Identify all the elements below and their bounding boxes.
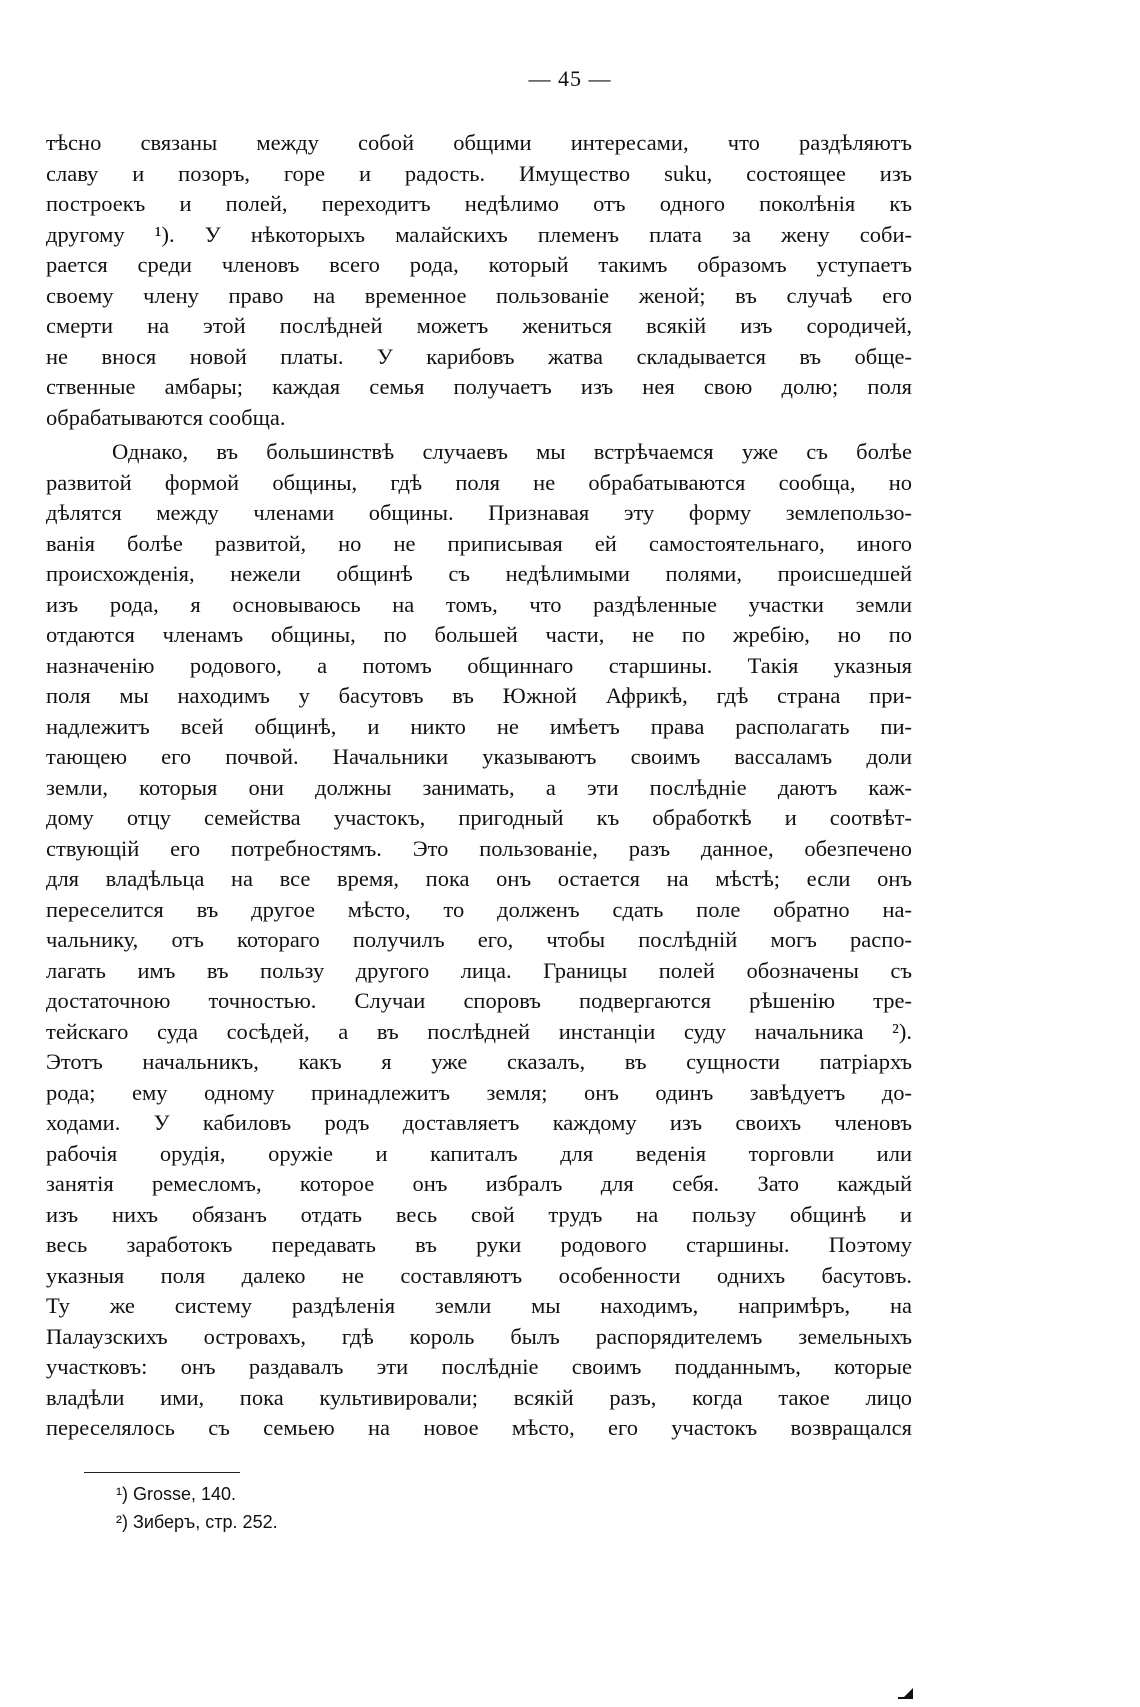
text-line: происхожденія, нежели общинѣ съ недѣлимыми полями, происшедшей [46,561,912,586]
text-line: достаточною точностью. Случаи споровъ подвергаются рѣшенію тре- [46,988,912,1013]
text-line: земли, которыя они должны занимать, а эти послѣдніе даютъ каж- [46,774,912,800]
text-line: рода; ему одному принадлежитъ земля; онъ одинъ завѣдуетъ до- [46,1079,912,1105]
text-line: для владѣльца на все время, пока онъ остается на мѣстѣ; если онъ [46,866,912,891]
text-line: участковъ: онъ раздавалъ эти послѣдніе своимъ подданнымъ, которые [46,1354,912,1379]
paragraph-1 [46,128,912,433]
text-line: дѣлятся между членами общины. Признавая эту форму землепользо- [46,500,912,525]
footnote-2: ²) Зиберъ, стр. 252. [116,1512,278,1532]
text-line: Ту же систему раздѣленія земли мы находимъ, напримѣръ, на [46,1293,912,1318]
text-line: тающею его почвой. Начальники указываютъ своимъ вассаламъ доли [46,744,912,769]
page-number: — 45 — [528,66,612,91]
text-line: изъ рода, я основываюсь на томъ, что раздѣленные участки земли [46,591,912,617]
text-line: развитой формой общины, гдѣ поля не обрабатываются сообща, но [46,469,912,495]
text-line: ванія болѣе развитой, но не приписывая ей самостоятельнаго, иного [46,530,912,556]
text-line: смерти на этой послѣдней можетъ жениться всякій изъ сородичей, [46,313,912,338]
text-line: изъ нихъ обязанъ отдать весь свой трудъ на пользу общинѣ и [46,1201,912,1227]
text-line: чальнику, отъ котораго получилъ его, чтобы послѣдній могъ распо- [46,927,912,952]
footnote-1: ¹) Grosse, 140. [116,1484,237,1504]
paragraph-2 [46,437,912,1444]
text-line: рабочія орудія, оружіе и капиталъ для веденія торговли или [46,1140,912,1166]
text-line: лагать имъ въ пользу другого лица. Границы полей обозначены съ [46,957,912,983]
text-line: весь заработокъ передавать въ руки родового старшины. Поэтому [46,1232,912,1257]
text-line: надлежитъ всей общинѣ, и никто не имѣетъ права располагать пи- [46,713,912,739]
text-line: тѣсно связаны между собой общими интересами, что раздѣляютъ [46,130,912,155]
text-line: Однако, въ большинствѣ случаевъ мы встрѣчаемся уже съ болѣе [112,439,912,464]
text-line: дому отцу семейства участокъ, пригодный къ обработкѣ и соотвѣт- [46,805,912,830]
text-line: тейскаго суда сосѣдей, а въ послѣдней инстанціи суду начальника ²). [46,1018,912,1044]
text-line: славу и позоръ, горе и радость. Имущество suku, состоящее изъ [46,160,912,186]
text-line: назначенію родового, а потомъ общиннаго старшины. Такія указныя [46,652,912,678]
text-line: своему члену право на временное пользованіе женой; въ случаѣ его [46,282,912,308]
text-line: поля мы находимъ у басутовъ въ Южной Африкѣ, гдѣ страна при- [46,683,912,708]
text-line: ственные амбары; каждая семья получаетъ изъ нея свою долю; поля [46,374,912,399]
text-line: ходами. У кабиловъ родъ доставляетъ каждому изъ своихъ членовъ [46,1110,912,1135]
text-line: указныя поля далеко не составляютъ особенности однихъ басутовъ. [46,1262,912,1288]
text-line: занятія ремесломъ, которое онъ избралъ для себя. Зато каждый [46,1171,912,1196]
text-line: обрабатываются сообща. [46,404,286,430]
text-line: отдаются членамъ общины, по большей части, не по жребію, но по [46,622,912,647]
footnotes [116,1480,278,1536]
text-line: владѣли ими, пока культивировали; всякій разъ, когда такое лицо [46,1384,912,1410]
text-line: не внося новой платы. У карибовъ жатва складывается въ обще- [46,343,912,369]
text-line: переселялось съ семьею на новое мѣсто, его участокъ возвращался [46,1415,912,1440]
text-line: Палаузскихъ островахъ, гдѣ король былъ распорядителемъ земельныхъ [46,1323,912,1349]
text-line: рается среди членовъ всего рода, который такимъ образомъ уступаетъ [46,252,912,277]
text-line: другому ¹). У нѣкоторыхъ малайскихъ племенъ плата за жену соби- [46,221,912,247]
text-line: построекъ и полей, переходитъ недѣлимо отъ одного поколѣнія къ [46,191,912,216]
text-line: ствующій его потребностямъ. Это пользованіе, разъ данное, обезпечено [46,835,912,861]
text-line: переселится въ другое мѣсто, то долженъ сдать поле обратно на- [46,896,912,922]
text-line: Этотъ начальникъ, какъ я уже сказалъ, въ сущности патріархъ [46,1049,912,1074]
footnote-divider [84,1472,240,1473]
corner-mark-icon [902,1688,913,1699]
